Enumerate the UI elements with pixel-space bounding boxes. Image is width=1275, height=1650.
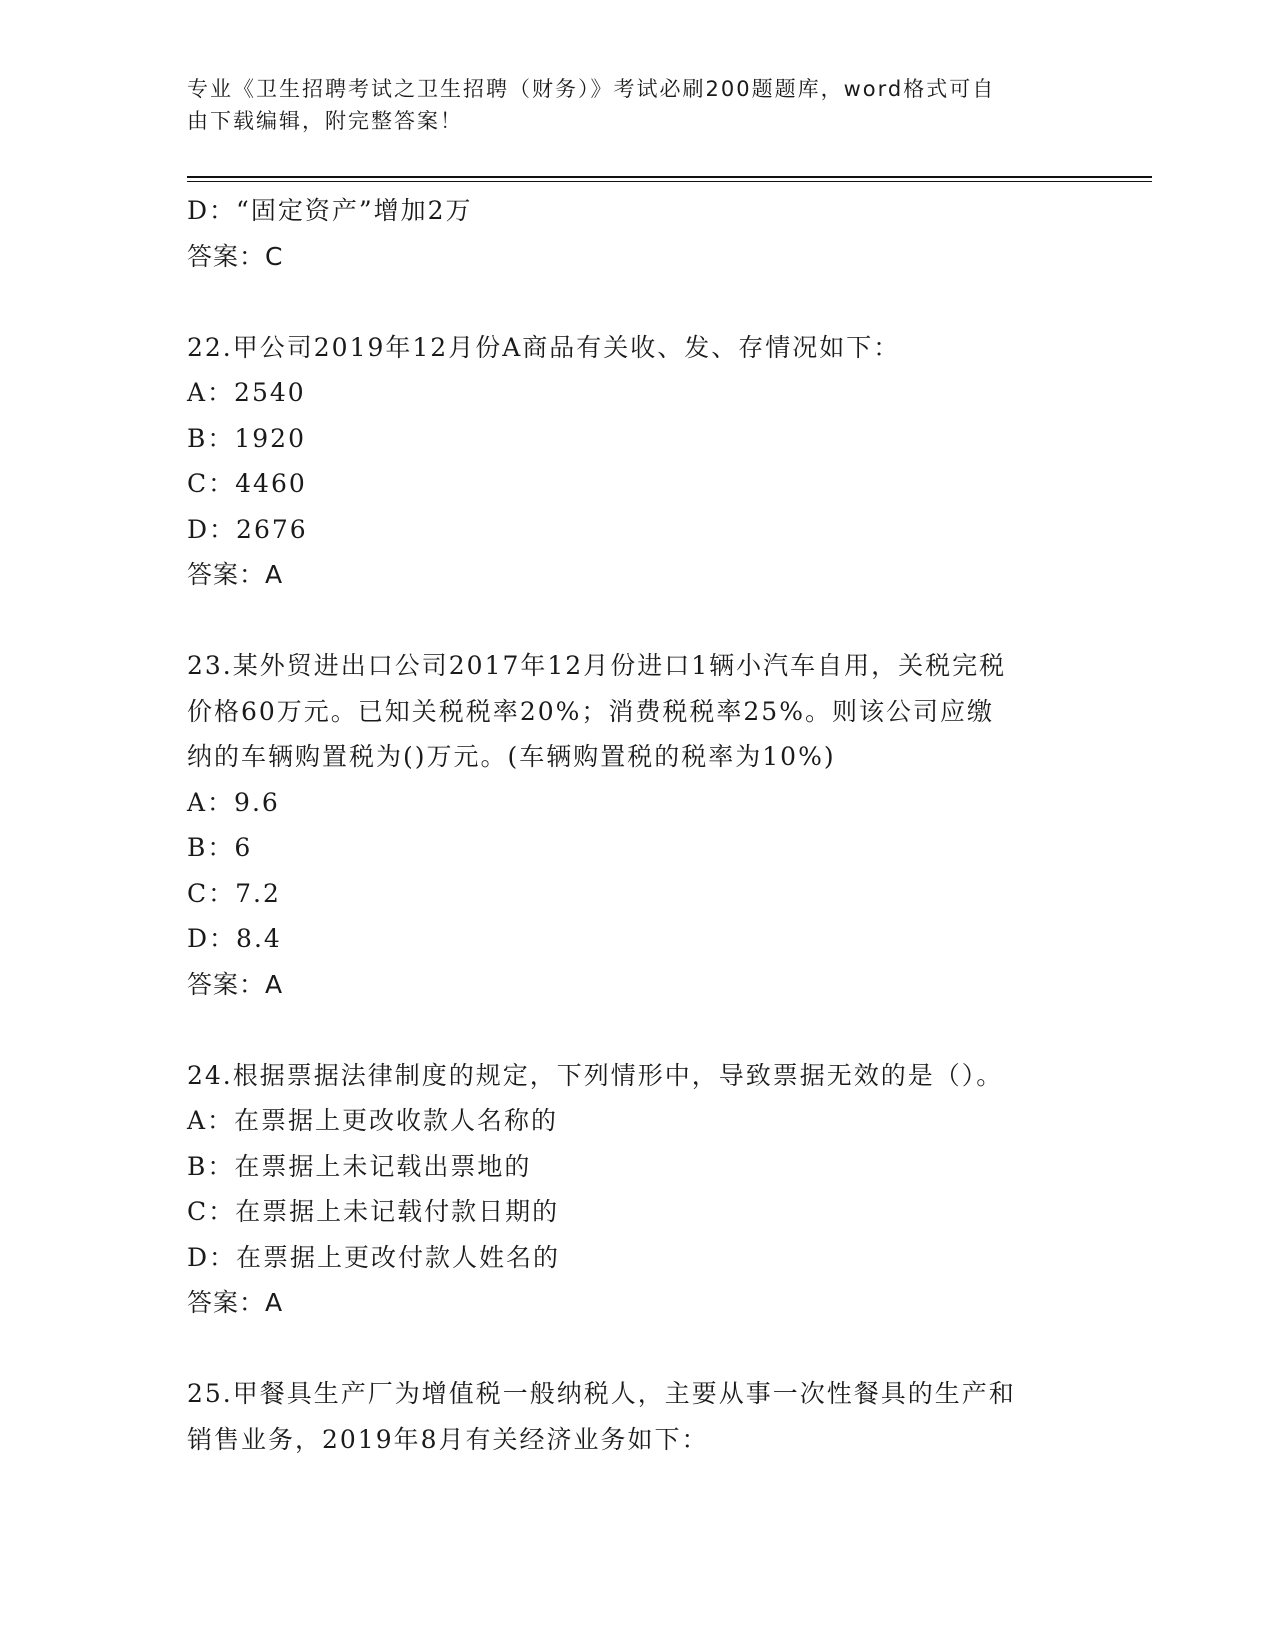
question-stem: 销售业务，2019年8月有关经济业务如下： bbox=[187, 1424, 709, 1454]
question-stem: 22.甲公司2019年12月份A商品有关收、发、存情况如下： bbox=[187, 332, 901, 362]
question-stem: 纳的车辆购置税为()万元。(车辆购置税的税率为10%) bbox=[187, 742, 836, 771]
previous-question-tail bbox=[187, 188, 1087, 279]
option-d: D：“固定资产”增加2万 bbox=[187, 196, 473, 225]
option-b: B：1920 bbox=[187, 423, 306, 453]
option-d: D：8.4 bbox=[187, 924, 282, 953]
document-header bbox=[187, 73, 1067, 137]
question-24 bbox=[187, 1053, 1087, 1326]
question-stem: 24.根据票据法律制度的规定，下列情形中，导致票据无效的是（）。 bbox=[187, 1060, 1004, 1090]
option-a: A：9.6 bbox=[187, 787, 280, 817]
question-stem: 25.甲餐具生产厂为增值税一般纳税人，主要从事一次性餐具的生产和 bbox=[187, 1379, 1016, 1408]
question-25 bbox=[187, 1371, 1087, 1462]
answer-line: 答案：A bbox=[187, 1288, 284, 1317]
option-c: C：4460 bbox=[187, 469, 307, 498]
option-c: C：在票据上未记载付款日期的 bbox=[187, 1197, 560, 1226]
option-d: D：在票据上更改付款人姓名的 bbox=[187, 1242, 561, 1272]
answer-line: 答案：C bbox=[187, 241, 284, 271]
header-line-1: 专业《卫生招聘考试之卫生招聘（财务）》考试必刷200题题库，word格式可自 bbox=[187, 77, 996, 101]
question-23 bbox=[187, 643, 1087, 1007]
answer-line: 答案：A bbox=[187, 560, 284, 589]
option-d: D：2676 bbox=[187, 514, 308, 544]
option-a: A：在票据上更改收款人名称的 bbox=[187, 1106, 559, 1135]
document-body bbox=[187, 188, 1087, 1462]
option-b: B：在票据上未记载出票地的 bbox=[187, 1151, 532, 1181]
question-stem: 23.某外贸进出口公司2017年12月份进口1辆小汽车自用，关税完税 bbox=[187, 651, 1007, 680]
question-22 bbox=[187, 325, 1087, 598]
header-divider-thin bbox=[187, 181, 1152, 182]
header-divider-thick bbox=[187, 176, 1152, 178]
answer-line: 答案：A bbox=[187, 969, 284, 999]
header-line-2: 由下载编辑，附完整答案！ bbox=[187, 109, 463, 133]
option-a: A：2540 bbox=[187, 378, 306, 407]
question-stem: 价格60万元。已知关税税率20%；消费税税率25%。则该公司应缴 bbox=[187, 696, 994, 726]
option-c: C：7.2 bbox=[187, 878, 281, 908]
option-b: B：6 bbox=[187, 833, 253, 862]
